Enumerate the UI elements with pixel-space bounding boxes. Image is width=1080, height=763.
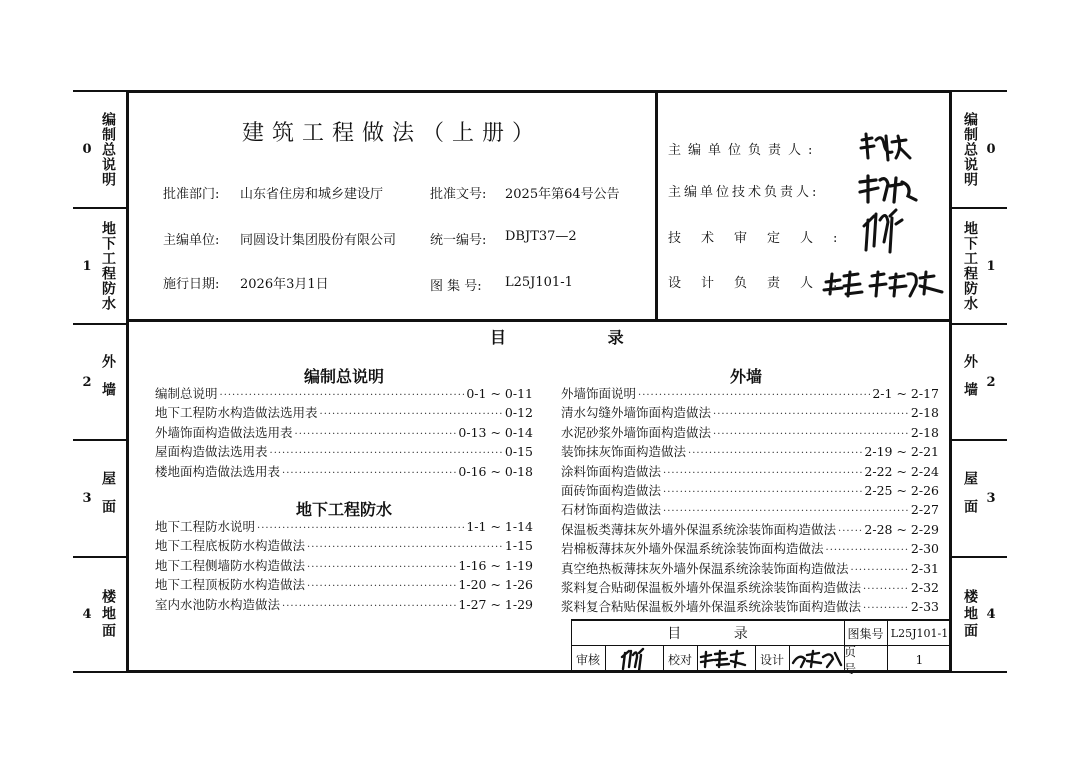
toc-leader-dots bbox=[663, 468, 862, 479]
atlas-no: L25J101-1 bbox=[505, 275, 573, 290]
toc-entry bbox=[155, 595, 533, 614]
toc-entry-title: 楼地面构造做法选用表 bbox=[155, 463, 281, 479]
toc-entry-title: 地下工程防水构造做法选用表 bbox=[155, 405, 318, 421]
toc-entry-pages: 0-15 bbox=[504, 444, 533, 460]
side-tab-label: 楼地面 bbox=[100, 589, 116, 640]
toc-entry-title: 屋面构造做法选用表 bbox=[155, 444, 268, 460]
side-tab-label: 地下工程防水 bbox=[962, 221, 978, 311]
title-block bbox=[571, 619, 952, 676]
toc-entry-pages: 2-25 ~ 2-26 bbox=[864, 483, 939, 498]
toc-entry bbox=[561, 539, 939, 558]
toc-leader-dots bbox=[295, 429, 457, 440]
toc-entry-pages: 2-18 bbox=[910, 405, 939, 421]
toc-entry-title: 岩棉板薄抹灰外墙外保温系统涂装饰面构造做法 bbox=[561, 541, 824, 557]
toc-entry-title: 涂料饰面构造做法 bbox=[561, 463, 662, 479]
chief-unit: 同圆设计集团股份有限公司 bbox=[240, 233, 397, 248]
toc-entry-pages: 2-30 bbox=[910, 541, 939, 557]
toc-leader-dots bbox=[851, 565, 909, 576]
atlas-no-label: 图 集 号: bbox=[430, 279, 482, 294]
page-label: 页 号 bbox=[844, 644, 863, 676]
toc-entry-pages: 2-33 bbox=[910, 599, 939, 615]
toc-entry-pages: 2-1 ~ 2-17 bbox=[872, 386, 939, 401]
toc-entry-title: 地下工程侧墙防水构造做法 bbox=[155, 557, 306, 573]
toc-entry-title: 地下工程防水说明 bbox=[155, 519, 256, 534]
toc-leader-dots bbox=[826, 545, 909, 556]
atlas-no-cell: L25J101-1 bbox=[890, 626, 949, 640]
unified-no: DBJT37—2 bbox=[505, 229, 577, 244]
document-title: 建筑工程做法（上册） bbox=[241, 121, 542, 146]
side-tab-label: 屋面 bbox=[100, 470, 116, 527]
signature-image bbox=[619, 647, 649, 672]
resp-label-chief-unit: 主编单位负责人: bbox=[668, 143, 820, 158]
approval-doc-label: 批准文号: bbox=[430, 187, 487, 202]
toc-leader-dots bbox=[307, 581, 456, 592]
toc-entry bbox=[155, 384, 533, 403]
side-tab-4-left bbox=[73, 558, 126, 671]
toc-entry-title: 编制总说明 bbox=[155, 386, 218, 401]
toc-entry-pages: 2-27 bbox=[910, 502, 939, 518]
toc-entry-title: 真空绝热板薄抹灰外墙外保温系统涂装饰面构造做法 bbox=[561, 560, 849, 576]
toc-entry bbox=[561, 481, 939, 500]
toc-entry-pages: 2-31 bbox=[910, 560, 939, 576]
toc-entry bbox=[561, 578, 939, 597]
approval-dept-label: 批准部门: bbox=[163, 187, 220, 202]
atlas-no-label-cell: 图集号 bbox=[847, 626, 884, 641]
section-title: 地下工程防水 bbox=[295, 500, 392, 519]
section-title: 编制总说明 bbox=[303, 367, 384, 386]
toc-entry bbox=[155, 403, 533, 422]
page-number: 1 bbox=[915, 652, 924, 667]
signature-image bbox=[791, 649, 843, 671]
toc-entry bbox=[561, 423, 939, 442]
toc-entry-pages: 1-16 ~ 1-19 bbox=[458, 557, 533, 573]
side-tab-label: 编制总说明 bbox=[100, 112, 116, 187]
side-tab-number: 1 bbox=[82, 258, 92, 274]
toc-entry-title: 外墙饰面说明 bbox=[561, 386, 637, 401]
toc-leader-dots bbox=[713, 429, 909, 440]
side-tab-number: 0 bbox=[82, 142, 92, 157]
toc-entry bbox=[561, 403, 939, 422]
unified-no-label: 统一编号: bbox=[430, 233, 487, 248]
side-tab-number: 0 bbox=[986, 142, 996, 157]
signature-image bbox=[856, 172, 918, 206]
toc-entry bbox=[561, 442, 939, 461]
toc-leader-dots bbox=[320, 409, 503, 420]
toc-leader-dots bbox=[713, 409, 909, 420]
side-tab-number: 4 bbox=[82, 607, 92, 622]
toc-leader-dots bbox=[863, 603, 909, 614]
toc-leader-dots bbox=[220, 390, 465, 401]
header-divider bbox=[126, 319, 952, 322]
side-tab-4-right bbox=[952, 558, 1005, 671]
toc-entry-title: 面砖饰面构造做法 bbox=[561, 483, 662, 498]
toc-entry bbox=[155, 423, 533, 442]
effective-date-label: 施行日期: bbox=[163, 277, 220, 292]
toc-entry bbox=[561, 559, 939, 578]
toc-entry bbox=[155, 575, 533, 594]
side-tab-number: 4 bbox=[986, 607, 996, 622]
toc-entry bbox=[561, 500, 939, 519]
approval-dept: 山东省住房和城乡建设厅 bbox=[240, 187, 384, 202]
side-tab-2-right bbox=[952, 325, 1005, 439]
side-tab-label: 编制总说明 bbox=[962, 112, 978, 187]
toc-leader-dots bbox=[663, 487, 862, 498]
toc-entry bbox=[561, 462, 939, 481]
toc-entry-pages: 2-22 ~ 2-24 bbox=[864, 463, 939, 479]
toc-entry-pages: 0-12 bbox=[504, 405, 533, 421]
approval-doc: 2025年第64号公告 bbox=[505, 187, 620, 202]
signature-image bbox=[822, 268, 946, 300]
toc-entry-title: 地下工程底板防水构造做法 bbox=[155, 538, 306, 554]
toc-leader-dots bbox=[663, 506, 909, 517]
toc-leader-dots bbox=[838, 526, 862, 537]
toc-leader-dots bbox=[863, 584, 909, 595]
toc-leader-dots bbox=[307, 562, 456, 573]
toc-entry-title: 室内水池防水构造做法 bbox=[155, 596, 281, 612]
side-tab-0-right bbox=[952, 92, 1005, 207]
side-tab-1-right bbox=[952, 209, 1005, 323]
toc-entry-pages: 2-19 ~ 2-21 bbox=[864, 444, 939, 460]
toc-entry-pages: 1-20 ~ 1-26 bbox=[458, 577, 533, 593]
toc-entry-pages: 2-18 bbox=[910, 424, 939, 440]
toc-entry bbox=[155, 442, 533, 461]
toc-entry bbox=[155, 556, 533, 575]
toc-entry-pages: 1-1 ~ 1-14 bbox=[466, 519, 533, 534]
toc-entry-title: 石材饰面构造做法 bbox=[561, 502, 662, 518]
signature-image bbox=[860, 206, 906, 256]
signature-image bbox=[858, 130, 912, 164]
side-tab-0-left bbox=[73, 92, 126, 207]
side-tab-3-right bbox=[952, 441, 1005, 556]
side-tab-number: 2 bbox=[986, 374, 996, 390]
toc-leader-dots bbox=[638, 390, 870, 401]
resp-label-design: 设计负责人: bbox=[668, 276, 858, 291]
signature-image bbox=[699, 649, 749, 671]
toc-entry-title: 外墙饰面构造做法选用表 bbox=[155, 424, 293, 440]
side-tab-number: 1 bbox=[986, 258, 996, 274]
toc-entry bbox=[561, 597, 939, 616]
toc-entry-pages: 1-15 bbox=[504, 538, 533, 554]
toc-leader-dots bbox=[688, 448, 862, 459]
sheet-title: 目 录 bbox=[667, 626, 772, 642]
toc-entry-title: 地下工程顶板防水构造做法 bbox=[155, 577, 306, 593]
toc-entry-title: 水泥砂浆外墙饰面构造做法 bbox=[561, 424, 712, 440]
toc-entry-title: 装饰抹灰饰面构造做法 bbox=[561, 444, 687, 460]
check-label: 校对 bbox=[667, 653, 692, 667]
toc-entry-pages: 2-28 ~ 2-29 bbox=[864, 521, 939, 537]
toc-leader-dots bbox=[282, 468, 456, 479]
review-label: 审核 bbox=[575, 653, 600, 667]
toc-entry bbox=[155, 536, 533, 555]
effective-date: 2026年3月1日 bbox=[240, 277, 329, 292]
side-tab-label: 外墙 bbox=[962, 354, 978, 410]
toc-entry-pages: 1-27 ~ 1-29 bbox=[458, 596, 533, 612]
side-tab-3-left bbox=[73, 441, 126, 556]
toc-entry-title: 保温板类薄抹灰外墙外保温系统涂装饰面构造做法 bbox=[561, 521, 837, 537]
side-tab-label: 屋面 bbox=[962, 470, 978, 527]
toc-entry-title: 浆料复合贴砌保温板外墙外保温系统涂装饰面构造做法 bbox=[561, 580, 862, 595]
toc-entry-title: 浆料复合粘贴保温板外墙外保温系统涂装饰面构造做法 bbox=[561, 599, 862, 615]
side-tab-number: 3 bbox=[986, 491, 996, 506]
toc-entry bbox=[155, 517, 533, 536]
side-tab-2-left bbox=[73, 325, 126, 439]
toc-title: 目 录 bbox=[490, 328, 672, 347]
side-tab-1-left bbox=[73, 209, 126, 323]
toc-entry-pages: 0-13 ~ 0-14 bbox=[458, 424, 533, 440]
toc-entry bbox=[155, 462, 533, 481]
toc-entry-title: 清水勾缝外墙饰面构造做法 bbox=[561, 405, 712, 421]
toc-entry bbox=[561, 520, 939, 539]
side-tab-label: 外墙 bbox=[100, 354, 116, 410]
toc-leader-dots bbox=[270, 448, 503, 459]
resp-label-chief-tech: 主编单位技术负责人: bbox=[668, 185, 820, 200]
side-tab-number: 2 bbox=[82, 374, 92, 390]
toc-entry-pages: 0-16 ~ 0-18 bbox=[458, 463, 533, 479]
side-tab-label: 楼地面 bbox=[962, 589, 978, 640]
toc-leader-dots bbox=[282, 601, 456, 612]
resp-label-tech-review: 技术审定人: bbox=[668, 231, 858, 246]
toc-leader-dots bbox=[257, 523, 464, 534]
toc-entry bbox=[561, 384, 939, 403]
design-label: 设计 bbox=[759, 653, 784, 667]
toc-entry-pages: 0-1 ~ 0-11 bbox=[466, 386, 533, 401]
toc-leader-dots bbox=[307, 542, 503, 553]
toc-entry-pages: 2-32 bbox=[910, 580, 939, 595]
side-tab-label: 地下工程防水 bbox=[100, 221, 116, 311]
side-tab-number: 3 bbox=[82, 491, 92, 506]
section-title: 外墙 bbox=[729, 367, 762, 386]
chief-unit-label: 主编单位: bbox=[163, 233, 220, 248]
